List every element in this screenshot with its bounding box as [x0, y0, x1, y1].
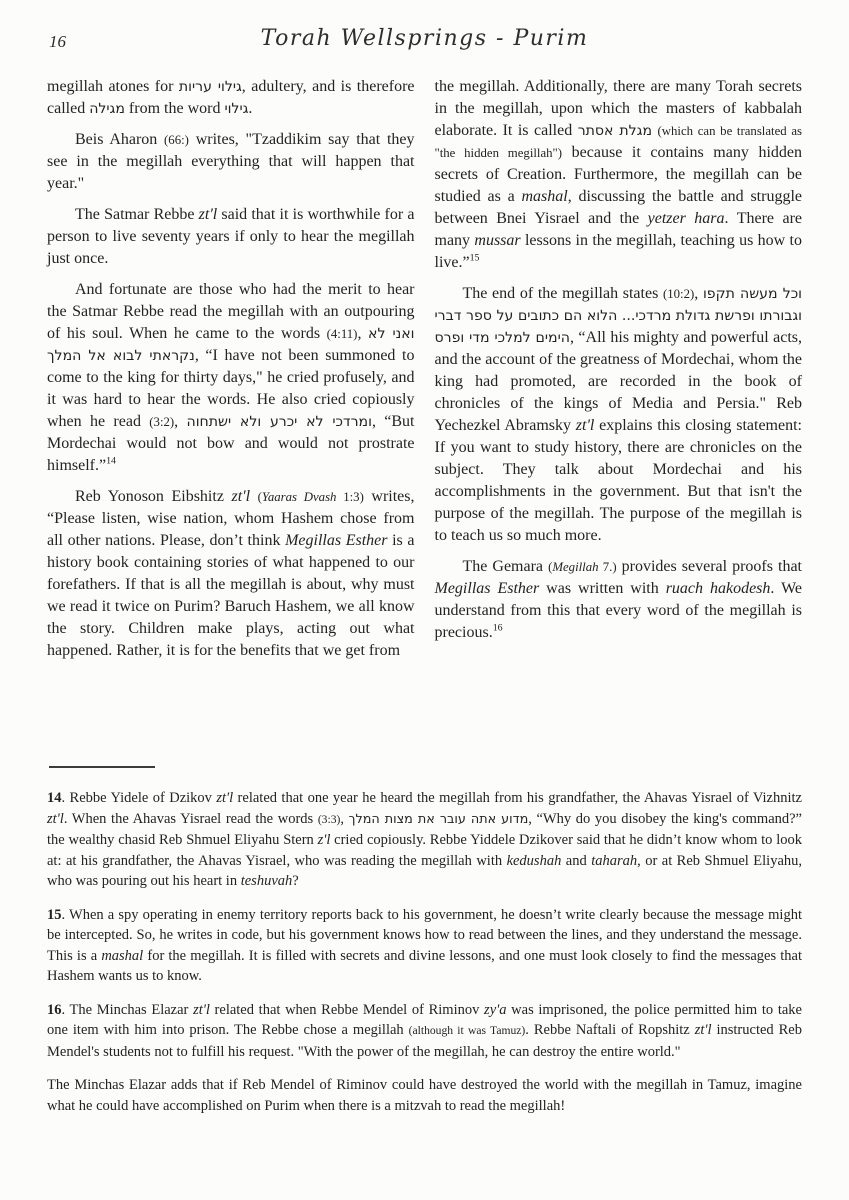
body-columns — [47, 76, 802, 752]
paragraph: The end of the megillah states (10:2), וכל מעשה תקפו וגבורתו ופרשת גדולת מרדכי... הלוא הם כתובים על ספר דברי הימים למלכי מדי ופרס, “All his mighty and powerful acts, and the account of the greatness of Mordechai, whom the king had promoted, are recorded in the book of chronicles of the kings of Media and Persia." Reb Yechezkel Abramsky zt'l explains this closing statement: If you want to study history, there are chronicles on the subject. They talk about Mordechai and his accomplishments in the government. But that isn't the purpose of the megillah. The purpose of the megillah is to teach us so much more. — [434, 285, 802, 544]
hebrew-phrase: ומרדכי לא יכרע ולא ישתחוה — [186, 414, 372, 430]
hebrew-phrase: מדוע אתה עובר את מצות המלך — [348, 811, 529, 827]
paragraph: 14. Rebbe Yidele of Dzikov zt'l related that one year he heard the megillah from his grandfather, the Ahavas Yisrael of Vizhnitz zt'l. When the Ahavas Yisrael read the words (3:3), מדוע אתה עובר את מצות המלך, “Why do you disobey the king's command?” the wealthy chasid Reb Shmuel Eliyahu Stern z'l cried copiously. Rebbe Yiddele Dzikover said that he didn’t know whom to look at: at his grandfather, the Ahavas Yisrael, who was reading the megillah with kedushah and taharah, or at Reb Shmuel Eliyahu, who was pouring out his heart in teshuvah? — [47, 790, 802, 889]
paragraph: The Satmar Rebbe zt'l said that it is worthwhile for a person to live seventy years if only to hear the megillah just once. — [47, 206, 415, 267]
paragraph: 16. The Minchas Elazar zt'l related that when Rebbe Mendel of Riminov zy'a was imprisoned, the police permitted him to take one item with him into prison. The Rebbe chose a megillah (although it was Tamuz). Rebbe Naftali of Ropshitz zt'l instructed Reb Mendel's students not to fulfill his request. "With the power of the megillah, he can destroy the entire world." — [47, 1001, 802, 1060]
citation: (although it was Tamuz) — [408, 1024, 526, 1037]
paragraph: The Minchas Elazar adds that if Reb Mendel of Riminov could have destroyed the world with the megillah in Tamuz, imagine what he could have accomplished on Purim when there is a mitzvah to read the megillah! — [47, 1077, 802, 1114]
text-segment: zt'l — [198, 206, 218, 223]
text-segment: z'l — [317, 832, 331, 848]
footnote-ref: 14 — [106, 455, 116, 467]
citation: 7.) — [598, 560, 617, 574]
citation: (3:2) — [149, 415, 175, 429]
citation: ( — [257, 490, 262, 504]
page-header — [47, 26, 802, 60]
citation: (3:3) — [317, 812, 341, 826]
text-segment: ruach hakodesh — [665, 580, 771, 597]
footnote-divider — [49, 766, 155, 768]
page-title: Torah Wellsprings - Purim — [260, 26, 589, 51]
right-column — [435, 76, 803, 653]
text-segment: Megillas Esther — [285, 532, 388, 549]
footnote-number: 15 — [47, 906, 62, 923]
paragraph: 15. When a spy operating in enemy territory reports back to his government, he doesn’t write clearly because the message might be intercepted. So, he writes in code, but his government knows how to read between the lines, and they understand the message. This is a mashal for the megillah. It is filled with secrets and divine lessons, and one must look closely to find the messages that Hashem wants us to know. — [47, 906, 802, 984]
citation: 1:3) — [336, 490, 364, 504]
text-segment: taharah — [591, 852, 638, 869]
text-segment: mashal — [101, 947, 144, 964]
hebrew-phrase: מגלת אסתר — [577, 123, 653, 139]
citation: ( — [548, 560, 553, 574]
left-column — [47, 76, 415, 671]
paragraph: the megillah. Additionally, there are many Torah secrets in the megillah, upon which the masters of kabbalah elaborate. It is called מגלת אסתר (which can be translated as "the hidden megillah") because it contains many hidden secrets of Creation. Furthermore, the megillah can be studied as a mashal, discussing the battle and struggle between Bnei Yisrael and the yetzer hara. There are many mussar lessons in the megillah, teaching us how to live.”$^{15}$ — [434, 78, 803, 271]
text-segment: teshuvah — [240, 873, 293, 889]
hebrew-phrase: גילוי עריות — [178, 79, 242, 95]
text-segment: zt'l — [231, 488, 251, 505]
text-segment: mussar — [474, 232, 521, 249]
hebrew-phrase: גילוי — [224, 101, 249, 117]
citation: (10:2) — [663, 287, 695, 301]
text-segment: mashal — [521, 188, 568, 205]
paragraph: Reb Yonoson Eibshitz zt'l (Yaaras Dvash 1:3) writes, “Please listen, wise nation, whom Hashem chose from all other nations. Please, don’t think Megillas Esther is a history book containing stories of what happened to our forefathers. If that is all the megillah is about, why must we read it twice on Purim? Baruch Hashem, we all know the story. Children make plays, acting out what happened. Rather, it is for the benefits that we get from — [47, 488, 415, 659]
footnotes-section — [47, 788, 802, 1116]
text-segment: zt'l — [47, 810, 64, 827]
text-segment: zt'l — [575, 417, 595, 434]
footnote-number: 16 — [47, 1001, 62, 1018]
paragraph: Beis Aharon (66:) writes, "Tzaddikim say that they see in the megillah everything that will happen that year." — [47, 131, 415, 192]
text-segment: yetzer hara — [647, 210, 725, 227]
paragraph: The Gemara (Megillah 7.) provides several proofs that Megillas Esther was written with ruach hakodesh. We understand from this that every word of the megillah is precious.$^{16}$ — [434, 558, 803, 641]
paragraph: megillah atones for גילוי עריות, adultery, and is therefore called מגילה from the word גילוי. — [47, 78, 415, 117]
citation: (4:11) — [326, 327, 358, 341]
footnote-number: 14 — [47, 790, 62, 806]
text-segment: Megillas Esther — [434, 580, 540, 597]
paragraph: And fortunate are those who had the merit to hear the Satmar Rebbe read the megillah with an outpouring of his soul. When he came to the words (4:11), ואני לא נקראתי לבוא אל המלך, “I have not been summoned to come to the king for thirty days," he cried profusely, and it was hard to hear the words. He also cried copiously when he read (3:2), ומרדכי לא יכרע ולא ישתחוה, “But Mordechai would not bow and would not prostrate himself.”$^{14}$ — [47, 281, 415, 474]
citation: (which can be translated as "the hidden megillah") — [434, 124, 803, 160]
citation: Yaaras Dvash — [261, 490, 337, 504]
footnote-ref: 15 — [469, 252, 480, 264]
hebrew-phrase: וכל מעשה תקפו וגבורתו ופרשת גדולת מרדכי... הלוא הם כתובים על ספר דברי הימים למלכי מדי ופרס — [434, 286, 802, 346]
text-segment: zt'l — [694, 1022, 712, 1038]
text-segment: zt'l — [216, 790, 234, 806]
text-segment: zt'l — [193, 1001, 210, 1018]
text-segment: zy'a — [484, 1001, 507, 1018]
text-segment: kedushah — [506, 852, 562, 869]
citation: (66:) — [164, 133, 189, 147]
page-number: 16 — [49, 32, 66, 51]
citation: Megillah — [552, 560, 599, 574]
hebrew-phrase: ואני לא נקראתי לבוא אל המלך — [47, 326, 415, 364]
hebrew-phrase: מגילה — [89, 101, 125, 117]
footnote-ref: 16 — [492, 622, 503, 634]
